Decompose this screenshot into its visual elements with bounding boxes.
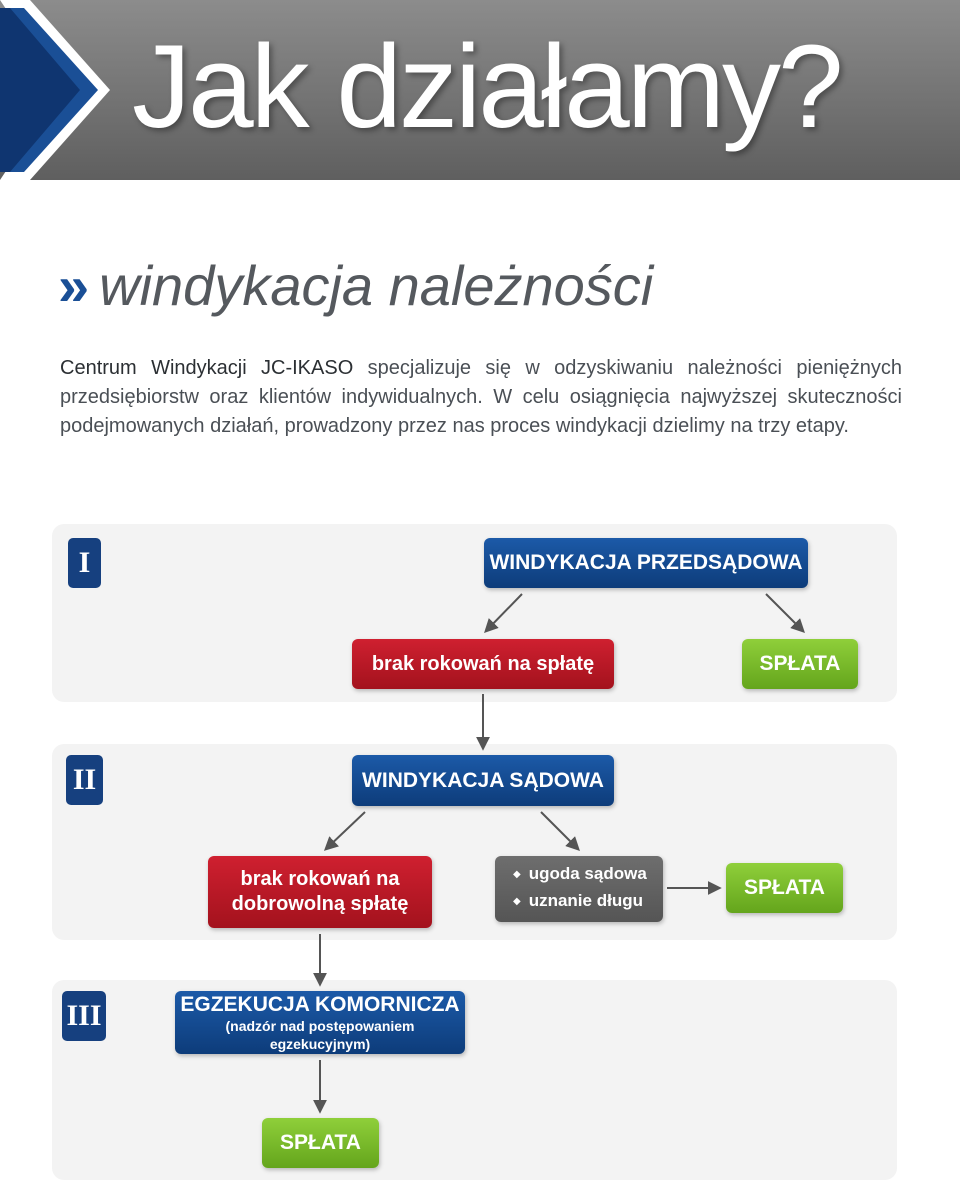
company-name: Centrum Windykacji JC-IKASO	[60, 357, 354, 379]
stage-1-failure-box: brak rokowań na spłatę	[352, 639, 614, 689]
stage-2-failure-line2: dobrowolną spłatę	[231, 893, 409, 915]
stage-2-badge: II	[66, 755, 103, 805]
chevron-right-icon	[0, 0, 110, 180]
option-item: ◆ uznanie długu	[513, 889, 643, 916]
stage-1-success-box: SPŁATA	[742, 639, 858, 689]
intro-text: specjalizuje się w odzyskiwaniu należności pieniężnych przedsiębiorstw oraz klientów indywidualnych. W celu osiągnięcia najwyższej skuteczności podejmowanych działań, prowadzony przez nas proces windykacji dzielimy na trzy etapy.	[60, 357, 902, 437]
stage-2-failure-line1: brak rokowań na	[240, 868, 400, 890]
section-title: windykacja należności	[99, 254, 654, 317]
stage-1-main-box: WINDYKACJA PRZEDSĄDOWA	[484, 538, 808, 588]
stage-3-main-title: EGZEKUCJA KOMORNICZA	[180, 993, 460, 1016]
stage-3-badge: III	[62, 991, 106, 1041]
stage-3-main-subtitle: (nadzór nad postępowaniem egzekucyjnym)	[225, 1018, 415, 1052]
stage-1-badge: I	[68, 538, 101, 588]
stage-2-failure-box	[208, 856, 432, 928]
section-heading	[58, 248, 653, 324]
stage-3-main-box	[175, 991, 465, 1054]
page-title: Jak działamy?	[132, 21, 841, 153]
stage-2-main-box: WINDYKACJA SĄDOWA	[352, 755, 614, 806]
option-item: ◆ ugoda sądowa	[513, 862, 647, 889]
intro-paragraph	[60, 354, 902, 441]
stage-2-success-box: SPŁATA	[726, 863, 843, 913]
stage-3-success-box: SPŁATA	[262, 1118, 379, 1168]
double-chevron-icon: »	[58, 254, 90, 317]
stage-2-options-box	[495, 856, 663, 922]
